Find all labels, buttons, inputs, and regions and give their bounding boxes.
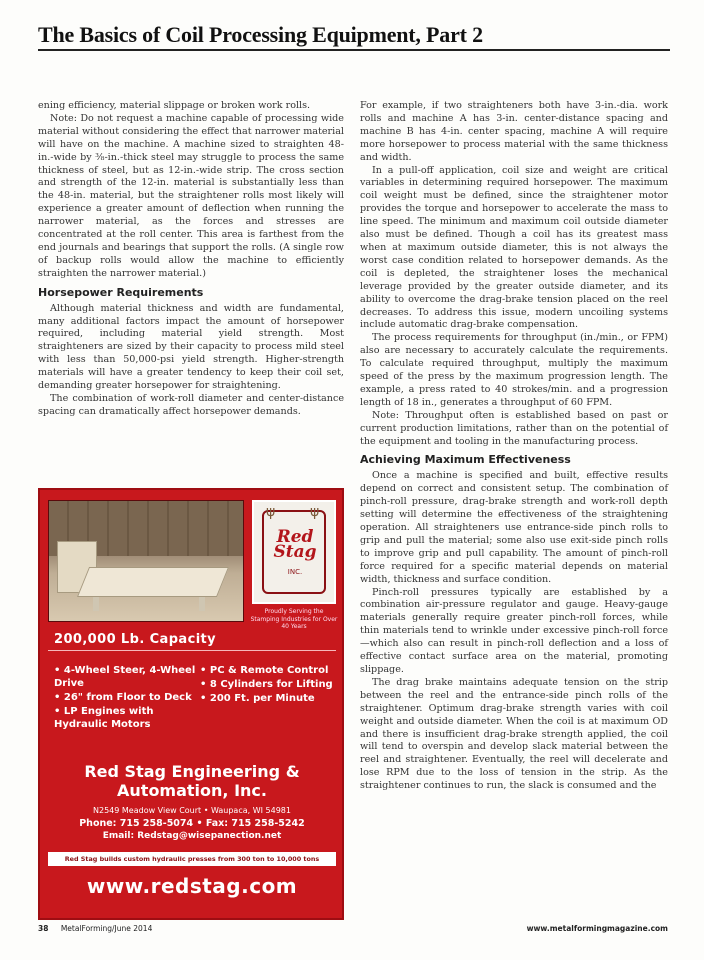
ad-features-left: [54, 664, 202, 732]
ad-feature: • 26" from Floor to Deck: [54, 692, 192, 703]
paragraph: The drag brake maintains adequate tension on the strip between the reel and the entrance-side pinch rolls of the straightener. Optimum drag-brake strength varies with coil weight and outside diameter. When the coil is at maximum OD and there is insufficient drag-brake strength applied, the coil will tend to overspin and develop slack material between the reel and straightener. Eventually, the reel will decelerate and lose RPM due to the loss of tension in the strip. As the straightener continues to run, the slack is consumed and the: [360, 676, 668, 792]
paragraph: Once a machine is specified and built, effective results depend on correct and consistent setup. The combination of pinch-roll pressure, drag-brake strength and work-roll depth setting will determine the effectiveness of the straightening operation. All straighteners use entrance-side pinch rolls to grip and pull the material; some also use exit-side pinch rolls to improve grip and pull capability. The amount of pinch-roll force required for a specific material depends on material width, thickness and surface condition.: [360, 470, 668, 585]
ad-divider: [48, 650, 336, 651]
paragraph: Note: Throughput often is established based on past or current production limitations, rather than on the potential of the equipment and tooling in the manufacturing process.: [360, 409, 668, 447]
ad-company-name: Red Stag Engineering & Automation, Inc.: [84, 762, 300, 800]
ad-note-banner: Red Stag builds custom hydraulic presses from 300 ton to 10,000 tons: [48, 852, 336, 866]
paragraph: The combination of work-roll diameter and center-distance spacing can dramatically affect horsepower demands.: [38, 392, 344, 417]
paragraph: For example, if two straighteners both have 3-in.-dia. work rolls and machine A has 3-in. center-distance spacing and machine B has 4-in. center spacing, machine A will require more horsepower to process material with the same thickness and width.: [360, 100, 668, 163]
ad-address: N2549 Meadow View Court • Waupaca, WI 54981: [93, 806, 291, 815]
ad-feature: • 8 Cylinders for Lifting: [200, 679, 333, 690]
article-column-left: [38, 100, 344, 419]
antler-icon: ψ: [266, 504, 276, 520]
logo-inc: INC.: [287, 568, 303, 576]
ad-phone: Phone: 715 258-5074 • Fax: 715 258-5242: [79, 818, 305, 829]
ad-capacity: 200,000 Lb. Capacity: [54, 632, 217, 647]
photo-wheel: [199, 597, 205, 611]
paragraph: Although material thickness and width are fundamental, many additional factors impact the amount of horsepower required, including material yield strength. Most straighteners are sized by their capacity to process mild steel with less than 50,000-psi yield strength. Higher-strength materials will have a greater tendency to keep their coil set, demanding greater horsepower for straightening.: [38, 302, 344, 392]
footer-left: [38, 924, 152, 933]
footer-website-link[interactable]: www.metalformingmagazine.com: [526, 924, 668, 933]
paragraph: ening efficiency, material slippage or broken work rolls.: [38, 100, 311, 111]
article-column-right: [360, 100, 668, 793]
paragraph: In a pull-off application, coil size and weight are critical variables in determining required horsepower. The maximum coil weight must be defined, since the straightener motor provides the torque and horsepower to accelerate the mass to line speed. The minimum and maximum coil outside diameter also must be defined. Though a coil has its greatest mass when at maximum outside diameter, this is not always the worst case condition related to horsepower demands. As the coil is depleted, the straightener loses the mechanical leverage provided by the greater outside diameter, and its ability to overcome the drag-brake tension placed on the reel decreases. To address this issue, modern uncoiling systems include automatic drag-brake compensation.: [360, 164, 668, 331]
paragraph: The process requirements for throughput (in./min., or FPM) also are necessary to accurately calculate the requirements. To calculate required throughput, multiply the maximum speed of the press by the maximum progression length. The example, a press rated to 40 strokes/min. and a progression length of 18 in., generates a throughput of 60 FPM.: [360, 332, 668, 408]
photo-transporter-deck: [77, 567, 229, 597]
paragraph: Pinch-roll pressures typically are established by a combination air-pressure regulator and gauge. Heavy-gauge materials generally require greater pinch-roll forces, while thin materials tend to wrinkle under excessive pinch-roll force—which also can result in pinch-roll deflection and a loss of effective contact surface area on the material, promoting slippage.: [360, 586, 668, 675]
page-number: 38: [38, 924, 49, 933]
logo-brand: Red Stag: [273, 527, 317, 562]
page-title: The Basics of Coil Processing Equipment, Part 2: [38, 22, 483, 47]
red-stag-logo: [252, 500, 336, 604]
section-heading: Horsepower Requirements: [38, 285, 204, 299]
ad-feature: • PC & Remote Control: [200, 665, 329, 676]
ad-features-right: [200, 664, 340, 706]
ad-feature: • 200 Ft. per Minute: [200, 693, 315, 704]
red-stag-advertisement[interactable]: [38, 488, 344, 920]
ad-feature: • LP Engines with Hydraulic Motors: [54, 706, 154, 730]
ad-feature: • 4-Wheel Steer, 4-Wheel Drive: [54, 665, 196, 689]
publication-name: MetalForming/June 2014: [60, 924, 153, 933]
ad-tagline: Proudly Serving the Stamping Industries for Over 40 Years: [250, 608, 338, 630]
ad-email-link[interactable]: Email: Redstag@wisepanection.net: [102, 831, 282, 841]
photo-wheel: [93, 597, 99, 611]
ad-website-link[interactable]: www.redstag.com: [86, 874, 298, 898]
title-rule: [38, 49, 670, 51]
antler-icon: ψ: [310, 504, 320, 520]
paragraph: Note: Do not request a machine capable of processing wide material without considering the effect that narrower material will have on the machine. A machine sized to straighten 48-in.-wide by ⅜-in.-thick steel may struggle to process the same thickness of steel, but as 12-in.-wide strip. The cross section and strength of the 12-in. material is substantially less than the 48-in. material, but the straightener rolls most likely will experience a greater amount of deflection when running the narrower material, as the forces and stresses are concentrated at the roll center. This area is farthest from the end journals and bearings that support the rolls. (A single row of backup rolls would allow the machine to efficiently straighten the narrower material.): [38, 112, 344, 279]
section-heading: Achieving Maximum Effectiveness: [360, 453, 571, 467]
ad-product-photo: [48, 500, 244, 622]
